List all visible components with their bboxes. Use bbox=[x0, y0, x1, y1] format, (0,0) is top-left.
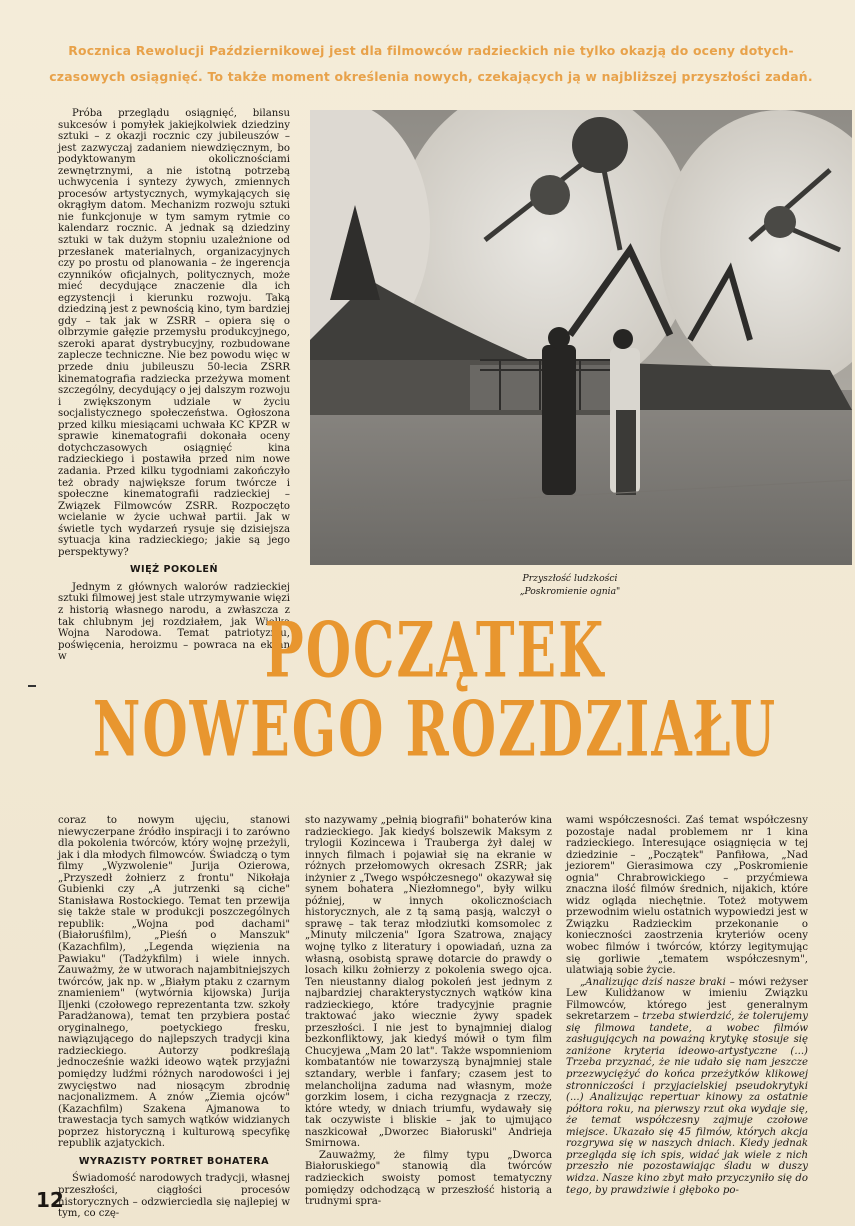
body-column-1 bbox=[58, 815, 290, 1220]
caption-line-2: „Poskromienie ognia" bbox=[519, 586, 621, 597]
intro-paragraph-1: Próba przeglądu osiągnięć, bilansu sukcesów i pomyłek jakiejkolwiek dziedziny sztuki – z okazji rocznic czy jubileuszów – jest zazwyczaj zadaniem niewdzięcznym, bo podyktowanym okolicznościami zewnętrznymi, a nie istotną potrzebą uchwycenia i syntezy żywych, zmiennych procesów artystycznych, wymykających się okrągłym datom. Mechanizm rozwoju sztuki nie funkcjonuje w tym samym rytmie co kalendarz rocznic. A jednak są dziedziny sztuki w tak dużym stopniu uzależnione od przesłanek materialnych, organizacyjnych czy po prostu od planowania – że ingerencja czynników oficjalnych, politycznych, może mieć decydujące znaczenie dla ich egzystencji i kierunku rozwoju. Taką dziedziną jest z pewnością kino, tym bardziej gdy – tak jak w ZSRR – opiera się o olbrzymie gałęzie przemysłu produkcyjnego, szeroki aparat dystrybucyjny, rozbudowane zaplecze techniczne. Nie bez powodu więc w przede dniu jubileuszu 50-lecia ZSRR kinematografia radziecka przeżywa moment szczególny, decydujący o jej dalszym rozwoju i zwiększonym udziale w życiu socjalistycznego społeczeństwa. Ogłoszona przed kilku miesiącami uchwała KC KPZR w sprawie kinematografii dokonała oceny dotychczasowych osiągnięć kina radzieckiego i postawiła przed nim nowe zadania. Przed kilku tygodniami zakończyło też obrady największe forum twórcze i społeczne kinematografii radzieckiej – Związek Filmowców ZSRR. Rozpoczęto wcielanie w życie uchwał partii. Jak w świetle tych wydarzeń rysuje się dzisiejsza sytuacja kina radzieckiego; jakie są jego perspektywy? bbox=[58, 108, 290, 558]
section-heading-wiez-pokolen: WIĘŹ POKOLEŃ bbox=[129, 564, 219, 576]
caption-line-1: Przyszłość ludzkości bbox=[522, 573, 618, 584]
col1-paragraph-2: Świadomość narodowych tradycji, własnej przeszłości, ciągłości procesów historycznych – odzwierciedla się najlepiej w tym, co czę- bbox=[58, 1173, 290, 1220]
lead-line-2: czasowych osiągnięć. To także moment określenia nowych, czekających ją w najbliższej przyszłości zadań. bbox=[49, 69, 813, 84]
col1-paragraph-1: coraz to nowym ujęciu, stanowi niewyczerpane źródło inspiracji i to zarówno dla pokolenia twórców, który wojnę przeżyli, jak i dla młodych filmowców. Świadczą o tym filmy „Wyzwolenie" Jurija Ozierowa, „Przyszedł żołnierz z frontu" Nikołaja Gubienki czy „A jutrzenki są ciche" Stanisława Rostockiego. Temat ten przewija się także stale w produkcji poszczególnych republik: „Wojna pod dachami" (Białoruśfilm), „Pieśń o Manszuk" (Kazachfilm), „Legenda więzienia na Pawiaku" (Tadżykfilm) i wiele innych. Zauważmy, że w utworach najambitniejszych twórców, jak np. w „Białym ptaku z czarnym znamieniem" (wytwórnia kijowska) Jurija Iljenki (czołowego reprezentanta tzw. szkoły Paradżanowa), temat ten przybiera postać oryginalnego, poetyckiego fresku, nawiązującego do najlepszych tradycji kina radzieckiego. Autorzy podkreślają jednocześnie ważki ideowo wątek przyjaźni pomiędzy ludźmi różnych narodowości i jej zwycięstwo nad niosącym zbrodnię nacjonalizmem. A znów „Ziemia ojców" (Kazachfilm) Szakena Ajmanowa to trawestacja tych samych wątków widzianych poprzez historyczną i kulturową specyfikę republik azjatyckich. bbox=[58, 815, 290, 1150]
section-heading-portret: WYRAZISTY PORTRET BOHATERA bbox=[78, 1155, 270, 1167]
headline-line-2: NOWEGO ROZDZIAŁU bbox=[92, 686, 778, 775]
col3-quote-start: „Analizując dziś nasze braki bbox=[580, 976, 726, 988]
page-number: 12 bbox=[36, 1188, 64, 1212]
col2-paragraph-1: sto nazywamy „pełnią biografii" bohaterów kina radzieckiego. Jak kiedyś bolszewik Maksym z trylogii Kozincewa i Trauberga żył dalej w innych filmach i pojawiał się na ekranie w różnych przełomowych okresach ZSRR; jak inżynier z „Twego współczesnego" okazywał się synem bohatera „Niezłomnego", były wilku później, w innych okolicznościach historycznych, ale z tą samą pasją, walczył o sprawę – tak teraz młodziutki komsomolec z „Minuty milczenia" Igora Szatrowa, znający wojnę tylko z literatury i opowiadań, uzna za własną, osobistą sprawę dotarcie do prawdy o losach kilku żołnierzy z pokolenia swego ojca. Ten nieustanny dialog pokoleń jest jednym z najbardziej charakterystycznych wątków kina radzieckiego, które tradycyjnie pragnie traktować jako wiecznie żywy spadek przeszłości. I nie jest to bynajmniej dialog bezkonfliktowy, jak kiedyś mówił o tym film Chucyjewa „Mam 20 lat". Także wspomnieniom kombatantów nie towarzyszą bynajmniej stale sztandary, werble i fanfary; czasem jest to melancholijna zaduma nad własnym, może gorzkim losem, i cicha rezygnacja z rzeczy, które wtedy, w dniach triumfu, wydawały się tak oczywiste i bliskie – jak to ujmująco naszkicował „Dworzec Białoruski" Andrieja Smirnowa. bbox=[305, 815, 552, 1150]
col3-paragraph-2 bbox=[566, 977, 808, 1196]
intro-column bbox=[58, 108, 290, 663]
col3-quote-body: trzeba stwierdzić, że tolerujemy się filmowa tandete, a wobec filmów zasługujących na poważną krytykę stosuje się zaniżone kryteria ideowo-artystyczne (...) Trzeba przyznać, że nie udało się nam jeszcze przezwyciężyć do końca przeżytków klikowej stronniczości i przyjacielskiej pseudokrytyki (...) Analizując repertuar kinowy za ostatnie półtora roku, na pierwszy rzut oka wydaje się, że temat współczesny zajmuje czołowe miejsce. Ukazało się 45 filmów, których akcja rozgrywa się w naszych dniach. Kiedy jednak przegląda się ich spis, widać jak wiele z nich przeszło nie pozostawiając śladu w duszy widza. Nasze kino zbyt mało przyczyniło się do tego, by prawdziwie i głęboko po- bbox=[566, 1011, 809, 1196]
col3-attribution: – mówi reżyser Lew Kulidżanow w imieniu Związku Filmowców, którego jest generalnym sekretarzem – bbox=[566, 976, 808, 1023]
body-column-2 bbox=[305, 815, 552, 1208]
decorative-dash bbox=[28, 685, 36, 687]
lead-paragraph bbox=[36, 38, 826, 90]
col3-paragraph-1: wami współczesności. Zaś temat współczesny pozostaje nadal problemem nr 1 kina radzieckiego. Interesujące osiągnięcia w tej dziedzinie – „Początek" Panfiłowa, „Nad jeziorem" Gierasimowa czy „Poskromienie ognia" Chrabrowickiego – przyćmiewa znaczna ilość filmów średnich, nijakich, które widz ogląda niechętnie. Toteż motywem przewodnim wielu ostatnich wypowiedzi jest w Związku Radzieckim przekonanie o konieczności zaostrzenia kryteriów oceny wobec filmów i twórców, którzy legitymując się gorliwie „tematem współczesnym", ulatwiają sobie życie. bbox=[566, 815, 808, 977]
body-column-3 bbox=[566, 815, 808, 1196]
lead-line-1: Rocznica Rewolucji Październikowej jest dla filmowców radzieckich nie tylko okazją do oceny dotych- bbox=[68, 43, 794, 58]
photo-illustration bbox=[310, 110, 852, 565]
col2-paragraph-2: Zauważmy, że filmy typu „Dworca Białoruskiego" stanowią dla twórców radzieckich swoisty pomost tematyczny pomiędzy odchodzącą w przeszłość historią a trudnymi spra- bbox=[305, 1149, 552, 1208]
intro-paragraph-2: Jednym z głównych walorów radzieckiej sztuki filmowej jest stale utrzymywanie więzi z historią własnego narodu, a zwłaszcza z tak chlubnym jej rozdziałem, jak Wielka Wojna Narodowa. Temat patriotyzmu, poświęcenia, heroizmu – powraca na ekran w bbox=[58, 581, 290, 663]
photo-caption bbox=[470, 572, 670, 598]
photo-radio-telescope bbox=[310, 110, 852, 565]
headline-line-1: POCZĄTEK bbox=[264, 607, 606, 696]
